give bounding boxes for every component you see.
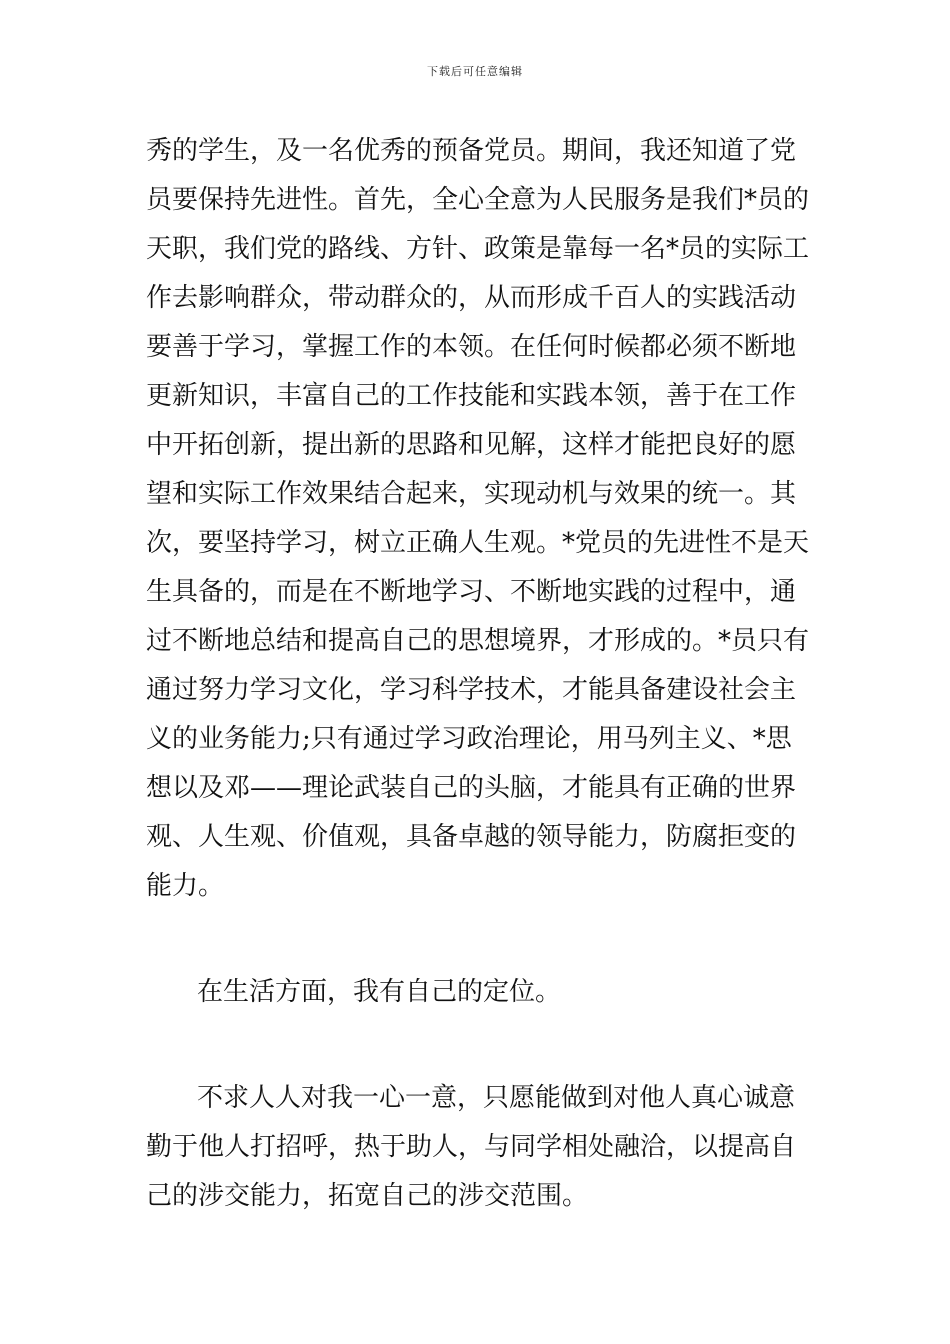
text-line: 秀的学生，及一名优秀的预备党员。期间，我还知道了党 bbox=[146, 136, 797, 166]
text-line: 中开拓创新，提出新的思路和见解，这样才能把良好的愿 bbox=[146, 430, 797, 460]
text-line: 通过努力学习文化，学习科学技术，才能具备建设社会主 bbox=[146, 675, 797, 705]
text-line: 天职，我们党的路线、方针、政策是靠每一名*员的实际工 bbox=[146, 234, 810, 264]
text-line: 要善于学习，掌握工作的本领。在任何时候都必须不断地 bbox=[146, 332, 797, 362]
text-line: 想以及邓——理论武装自己的头脑，才能具有正确的世界 bbox=[146, 773, 797, 803]
text-line: 员要保持先进性。首先，全心全意为人民服务是我们*员的 bbox=[146, 185, 810, 215]
paragraph-first-line: 在生活方面，我有自己的定位。 bbox=[197, 977, 562, 1007]
text-line: 更新知识，丰富自己的工作技能和实践本领，善于在工作 bbox=[146, 381, 797, 411]
text-line: 望和实际工作效果结合起来，实现动机与效果的统一。其 bbox=[146, 479, 797, 509]
paragraph-first-line: 不求人人对我一心一意，只愿能做到对他人真心诚意 bbox=[197, 1083, 796, 1113]
text-line: 勤于他人打招呼，热于助人，与同学相处融洽，以提高自 bbox=[146, 1132, 797, 1162]
text-line: 生具备的，而是在不断地学习、不断地实践的过程中，通 bbox=[146, 577, 797, 607]
text-line: 作去影响群众，带动群众的，从而形成千百人的实践活动 bbox=[146, 283, 797, 313]
text-line: 能力。 bbox=[146, 871, 225, 901]
text-line: 次，要坚持学习，树立正确人生观。*党员的先进性不是天 bbox=[146, 528, 810, 558]
text-line: 义的业务能力;只有通过学习政治理论，用马列主义、*思 bbox=[146, 724, 792, 754]
text-line: 过不断地总结和提高自己的思想境界，才形成的。*员只有 bbox=[146, 626, 810, 656]
text-line: 观、人生观、价值观，具备卓越的领导能力，防腐拒变的 bbox=[146, 822, 797, 852]
page-header: 下载后可任意编辑 bbox=[427, 65, 523, 78]
text-line: 己的涉交能力，拓宽自己的涉交范围。 bbox=[146, 1181, 589, 1211]
